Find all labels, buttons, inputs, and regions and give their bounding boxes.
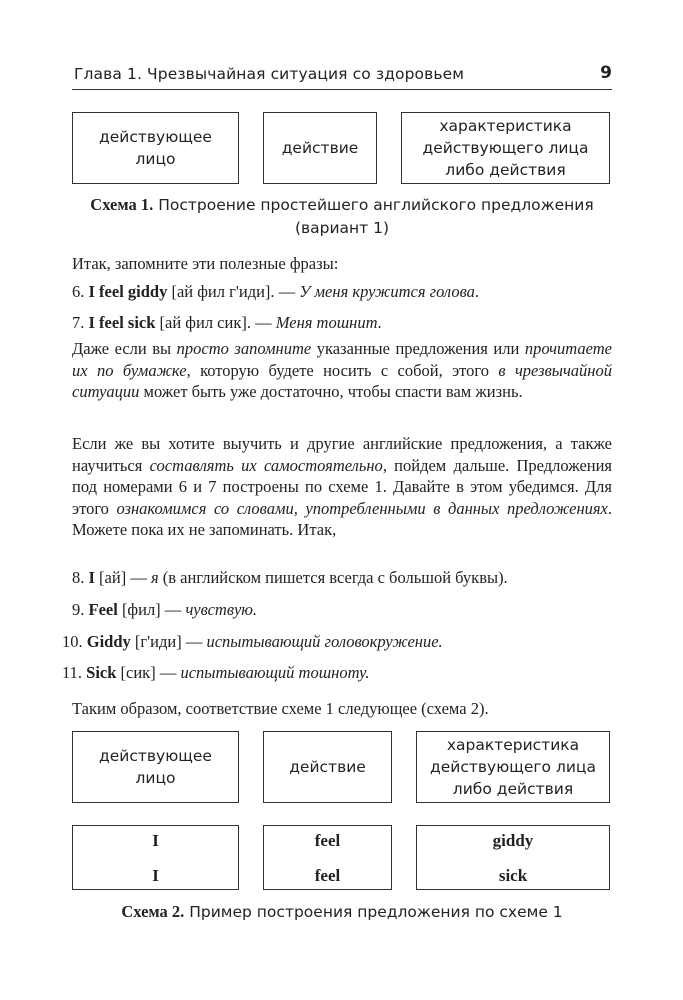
scheme2-caption-label: Схема 2. [121,902,185,921]
chapter-title: Глава 1. Чрезвычайная ситуация со здоровьем [74,65,465,83]
vocab-item [72,599,612,621]
phrase-end: . [474,282,480,301]
para1-text-2: указанные предложения или [311,339,525,358]
scheme2-box-char-line2: действующего лица [430,758,596,776]
scheme2-box-char-line1: характеристика [446,736,580,754]
para2-italic-1: составлять их самостоятельно [149,455,383,475]
vocab-russian: чувствую. [185,600,258,619]
scheme1-box-subject-line1: действующее [99,128,212,146]
phrase-transcription: [ай фил сик]. — [155,313,276,332]
scheme1-caption-label: Схема 1. [90,195,154,214]
scheme2-box-action-line1: действие [289,758,366,776]
scheme1-caption-line2: (вариант 1) [294,219,390,237]
vocab-transcription: [ай] — [94,568,151,587]
vocab-number: 11. [62,663,83,682]
scheme2-box-characteristic [416,731,610,803]
para2-text-3: . Можете пока их не запоминать. Итак, [72,498,612,539]
scheme2-caption-text: Пример построения предложения по схеме 1 [184,903,563,921]
scheme2-action-examples [263,825,392,890]
scheme1-box-action [263,112,377,184]
vocab-russian: я [150,568,159,587]
scheme1-box-characteristic [401,112,610,184]
scheme2-box-action [263,731,392,803]
scheme1-box-subject [72,112,239,184]
vocab-number: 10. [62,632,83,651]
phrase-english: I feel giddy [88,282,168,301]
scheme2-box-char-line3: либо действия [452,780,574,798]
intro-line: Итак, запомните эти полезные фразы: [72,254,339,273]
vocab-russian: испытывающий тошноту. [180,663,370,682]
vocab-transcription: [сик] — [116,663,181,682]
example-word: I [152,866,159,885]
phrase-end: . [377,313,382,332]
phrase-english: I feel sick [88,313,156,332]
example-word: giddy [492,831,534,850]
scheme1-box-char-line3: либо действия [445,161,566,179]
vocab-transcription: [фил] — [117,600,186,619]
page-header [72,63,612,90]
phrase-item [72,312,612,334]
scheme2-box-subject-line1: действующее [99,747,212,765]
para2-text-2: , пойдем дальше. Предложения под номерами 6 и 7 построены по схеме 1. Давайте в этом убедимся. Для этого [72,455,613,518]
scheme1-caption-text: Построение простейшего английского предложения [153,196,594,214]
vocab-item [72,567,612,589]
scheme2-caption [72,900,612,924]
vocab-english: Feel [88,600,118,619]
scheme1-box-subject-line2: лицо [135,150,176,168]
para2-text-1: Если же вы хотите выучить и другие английские предложения, а также научиться [72,434,612,475]
scheme1-caption [72,193,612,240]
para1-text-1: Даже если вы [72,339,177,358]
phrase-russian: Меня тошнит [275,313,378,332]
scheme2-subject-examples [72,825,239,890]
vocab-number: 9. [72,600,85,619]
phrase-number: 7. [72,313,85,332]
para1-text-3: которую будете носить с собой, этого [190,360,499,380]
paragraph-2 [72,433,612,541]
vocab-russian: испытывающий головокружение. [206,632,443,651]
example-word: feel [314,831,341,850]
vocab-extra: (в английском пишется всегда с большой буквы). [158,568,508,587]
example-word: I [152,831,159,850]
scheme1-box-char-line1: характеристика [439,117,572,135]
example-word: sick [498,866,528,885]
vocab-english: Giddy [86,632,131,651]
phrase-item [72,281,612,303]
para1-italic-3: в чрезвычайной ситуации [72,360,612,401]
vocab-item [62,631,602,653]
scheme1-box-char-line2: действующего лица [422,139,589,157]
example-word: feel [314,866,341,885]
scheme2-box-subject-line2: лицо [135,769,176,787]
scheme2-box-subject [72,731,239,803]
phrase-russian: У меня кружится голова [299,282,475,301]
page-number: 9 [600,63,612,83]
vocab-number: 8. [72,568,85,587]
para1-italic-1: просто запомните [176,339,312,358]
phrase-transcription: [ай фил г'иди]. — [167,282,300,301]
vocab-item [62,662,602,684]
para2-italic-2: ознакомимся со словами, употребленными в данных предложениях [116,498,608,518]
vocab-english: I [88,568,95,587]
phrase-number: 6. [72,282,85,301]
scheme2-characteristic-examples [416,825,610,890]
scheme1-box-action-line1: действие [281,139,359,157]
para1-italic-2: прочитаете их по бумажке, [72,339,612,380]
vocab-english: Sick [86,663,117,682]
para1-text-4: может быть уже достаточно, чтобы спасти вам жизнь. [139,382,523,401]
vocab-transcription: [г'иди] — [130,632,207,651]
conclusion-line: Таким образом, соответствие схеме 1 следующее (схема 2). [72,699,489,718]
paragraph-1 [72,338,612,403]
